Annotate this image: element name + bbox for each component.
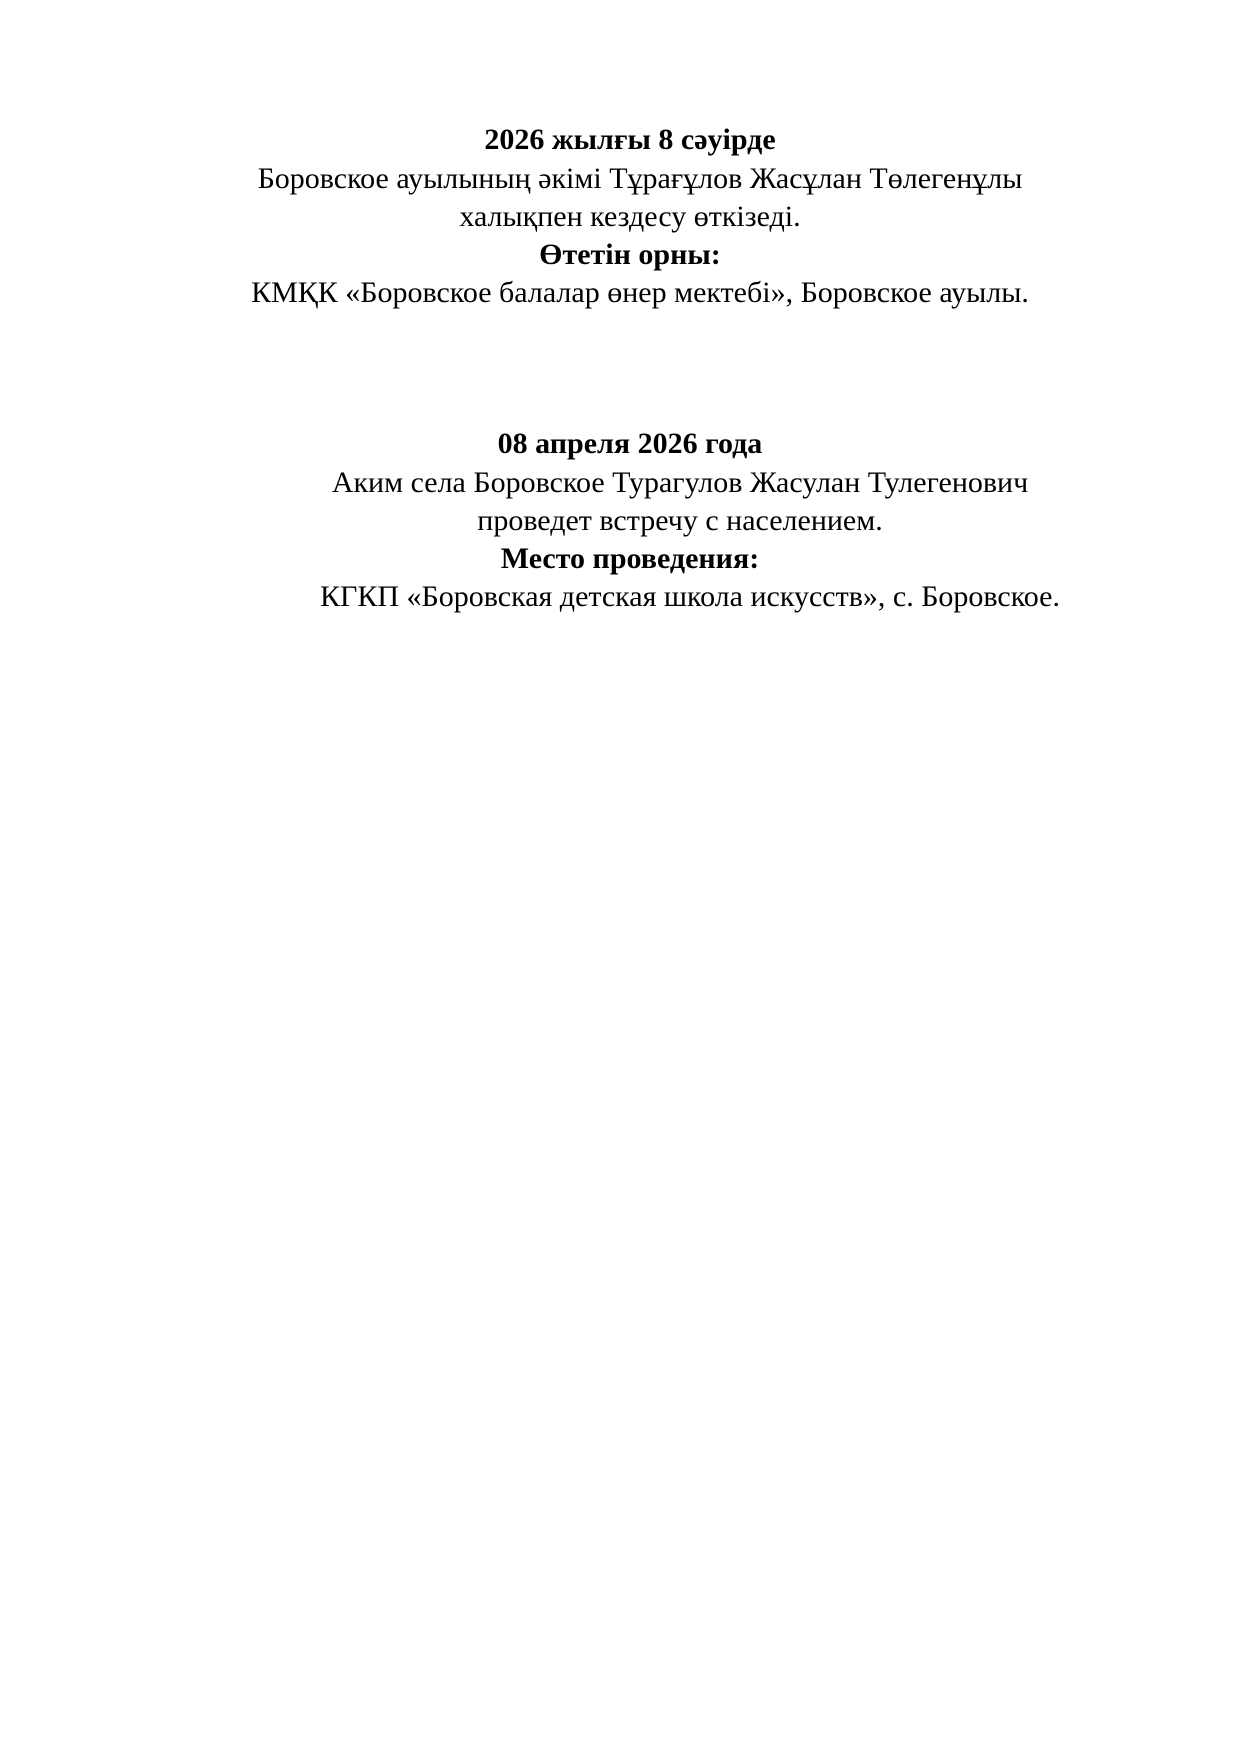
kazakh-announcement-line-1: Боровское ауылының әкімі Тұрағұлов Жасұлан Төлегенұлы xyxy=(257,162,1023,195)
kazakh-venue-text: КМҚК «Боровское балалар өнер мектебі», Боровское ауылы. xyxy=(251,276,1029,309)
kazakh-announcement-line-2: халықпен кездесу өткізеді. xyxy=(459,200,801,233)
russian-announcement-line-2: проведет встречу с населением. xyxy=(477,504,883,537)
russian-date-heading: 08 апреля 2026 года xyxy=(497,427,763,460)
russian-venue-heading: Место проведения: xyxy=(500,542,760,575)
kazakh-date-heading: 2026 жылғы 8 сәуірде xyxy=(484,123,776,156)
kazakh-venue-heading: Өтетін орны: xyxy=(539,238,721,271)
russian-announcement-line-1: Аким села Боровское Турагулов Жасулан Тулегенович xyxy=(331,466,1029,499)
russian-venue-text: КГКП «Боровская детская школа искусств», с. Боровское. xyxy=(320,580,1060,613)
